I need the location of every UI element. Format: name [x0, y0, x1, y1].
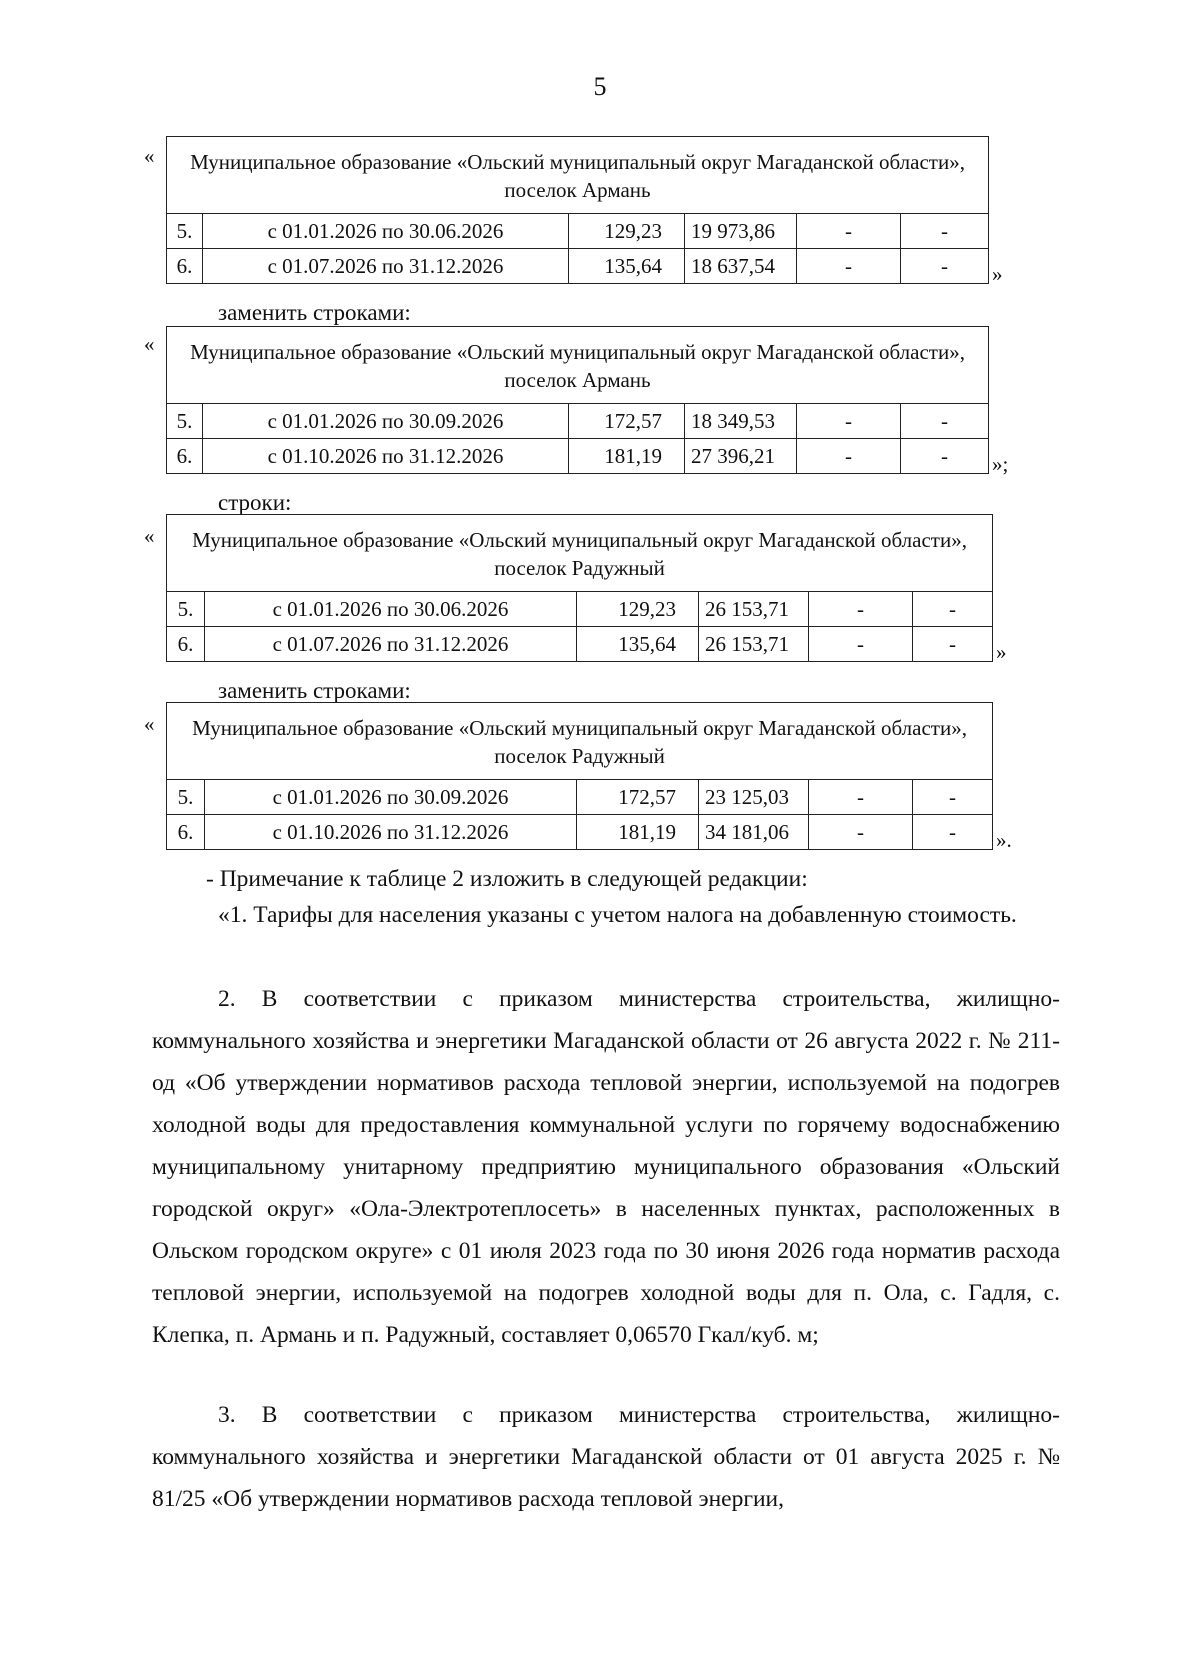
row-period: с 01.10.2026 по 31.12.2026	[205, 815, 577, 850]
row-cell-6: -	[901, 404, 989, 439]
row-cell-5: -	[809, 815, 913, 850]
row-number: 6.	[167, 249, 203, 284]
row-period: с 01.01.2026 по 30.09.2026	[203, 404, 569, 439]
row-number: 6.	[167, 815, 205, 850]
row-value: 34 181,06	[699, 815, 809, 850]
row-cell-5: -	[797, 214, 901, 249]
opening-quote: «	[144, 524, 155, 548]
row-rate: 181,19	[577, 815, 699, 850]
row-cell-6: -	[901, 249, 989, 284]
row-number: 6.	[167, 439, 203, 474]
row-period: с 01.07.2026 по 31.12.2026	[205, 627, 577, 662]
row-rate: 135,64	[577, 627, 699, 662]
row-period: с 01.10.2026 по 31.12.2026	[203, 439, 569, 474]
row-rate: 181,19	[569, 439, 685, 474]
table-row	[167, 627, 993, 662]
row-value: 18 637,54	[685, 249, 797, 284]
table-header: Муниципальное образование «Ольский муниципальный округ Магаданской области», поселок Армань	[167, 137, 989, 214]
row-period: с 01.01.2026 по 30.06.2026	[203, 214, 569, 249]
page-number: 5	[593, 72, 607, 101]
closing-quote: »	[996, 640, 1007, 664]
row-cell-6: -	[901, 439, 989, 474]
row-cell-5: -	[809, 627, 913, 662]
note-paragraph-3: 3. В соответствии с приказом министерства строительства, жилищно-коммунального хозяйства и энергетики Магаданской области от 01 августа 2025 г. № 81/25 «Об утверждении нормативов расхода тепловой энергии,	[152, 1402, 1060, 1512]
row-cell-5: -	[797, 439, 901, 474]
row-period: с 01.07.2026 по 31.12.2026	[203, 249, 569, 284]
row-rate: 172,57	[577, 780, 699, 815]
table-row	[167, 815, 993, 850]
row-cell-5: -	[809, 780, 913, 815]
row-cell-6: -	[901, 214, 989, 249]
opening-quote: «	[144, 712, 155, 736]
tariff-table-1	[166, 136, 989, 284]
row-cell-6: -	[913, 815, 993, 850]
row-rate: 129,23	[569, 214, 685, 249]
tariff-table-3	[166, 514, 993, 662]
table-row	[167, 592, 993, 627]
row-value: 23 125,03	[699, 780, 809, 815]
lead-text: заменить строками:	[218, 300, 411, 325]
tariff-table-4	[166, 702, 993, 850]
row-rate: 172,57	[569, 404, 685, 439]
note-paragraph-2: 2. В соответствии с приказом министерства строительства, жилищно-коммунального хозяйства и энергетики Магаданской области от 26 августа 2022 г. № 211-од «Об утверждении нормативов расхода тепловой энергии, используемой на подогрев холодной воды для предоставления коммунальной услуги по горячему водоснабжению муниципальному унитарному предприятию муниципального образования «Ольский городской округ» «Ола-Электротеплосеть» в населенных пунктах, расположенных в Ольском городском округе» с 01 июля 2023 года по 30 июня 2026 года норматив расхода тепловой энергии, используемой на подогрев холодной воды для п. Ола, с. Гадля, с. Клепка, п. Армань и п. Радужный, составляет 0,06570 Гкал/куб. м;	[152, 986, 1060, 1348]
closing-quote: ».	[996, 828, 1012, 852]
closing-quote: »	[992, 262, 1003, 286]
table-header: Муниципальное образование «Ольский муниципальный округ Магаданской области», поселок Армань	[167, 327, 989, 404]
table-row	[167, 214, 989, 249]
lead-text: строки:	[218, 490, 292, 515]
row-rate: 135,64	[569, 249, 685, 284]
row-cell-6: -	[913, 627, 993, 662]
row-number: 5.	[167, 214, 203, 249]
closing-quote: »;	[992, 452, 1009, 476]
row-period: с 01.01.2026 по 30.06.2026	[205, 592, 577, 627]
row-number: 5.	[167, 592, 205, 627]
row-value: 26 153,71	[699, 592, 809, 627]
opening-quote: «	[144, 144, 155, 168]
row-value: 19 973,86	[685, 214, 797, 249]
row-period: с 01.01.2026 по 30.09.2026	[205, 780, 577, 815]
opening-quote: «	[144, 332, 155, 356]
row-number: 5.	[167, 404, 203, 439]
row-cell-6: -	[913, 780, 993, 815]
row-number: 6.	[167, 627, 205, 662]
row-rate: 129,23	[577, 592, 699, 627]
row-value: 26 153,71	[699, 627, 809, 662]
table-row	[167, 404, 989, 439]
note-intro: - Примечание к таблице 2 изложить в следующей редакции:	[206, 866, 808, 892]
note-paragraph-1: «1. Тарифы для населения указаны с учетом налога на добавленную стоимость.	[218, 902, 1017, 928]
row-value: 18 349,53	[685, 404, 797, 439]
row-value: 27 396,21	[685, 439, 797, 474]
table-row	[167, 780, 993, 815]
table-header: Муниципальное образование «Ольский муниципальный округ Магаданской области», поселок Радужный	[167, 703, 993, 780]
table-row	[167, 249, 989, 284]
row-number: 5.	[167, 780, 205, 815]
row-cell-5: -	[797, 404, 901, 439]
row-cell-6: -	[913, 592, 993, 627]
table-row	[167, 439, 989, 474]
table-header: Муниципальное образование «Ольский муниципальный округ Магаданской области», поселок Радужный	[167, 515, 993, 592]
tariff-table-2	[166, 326, 989, 474]
row-cell-5: -	[809, 592, 913, 627]
row-cell-5: -	[797, 249, 901, 284]
lead-text: заменить строками:	[218, 678, 411, 703]
